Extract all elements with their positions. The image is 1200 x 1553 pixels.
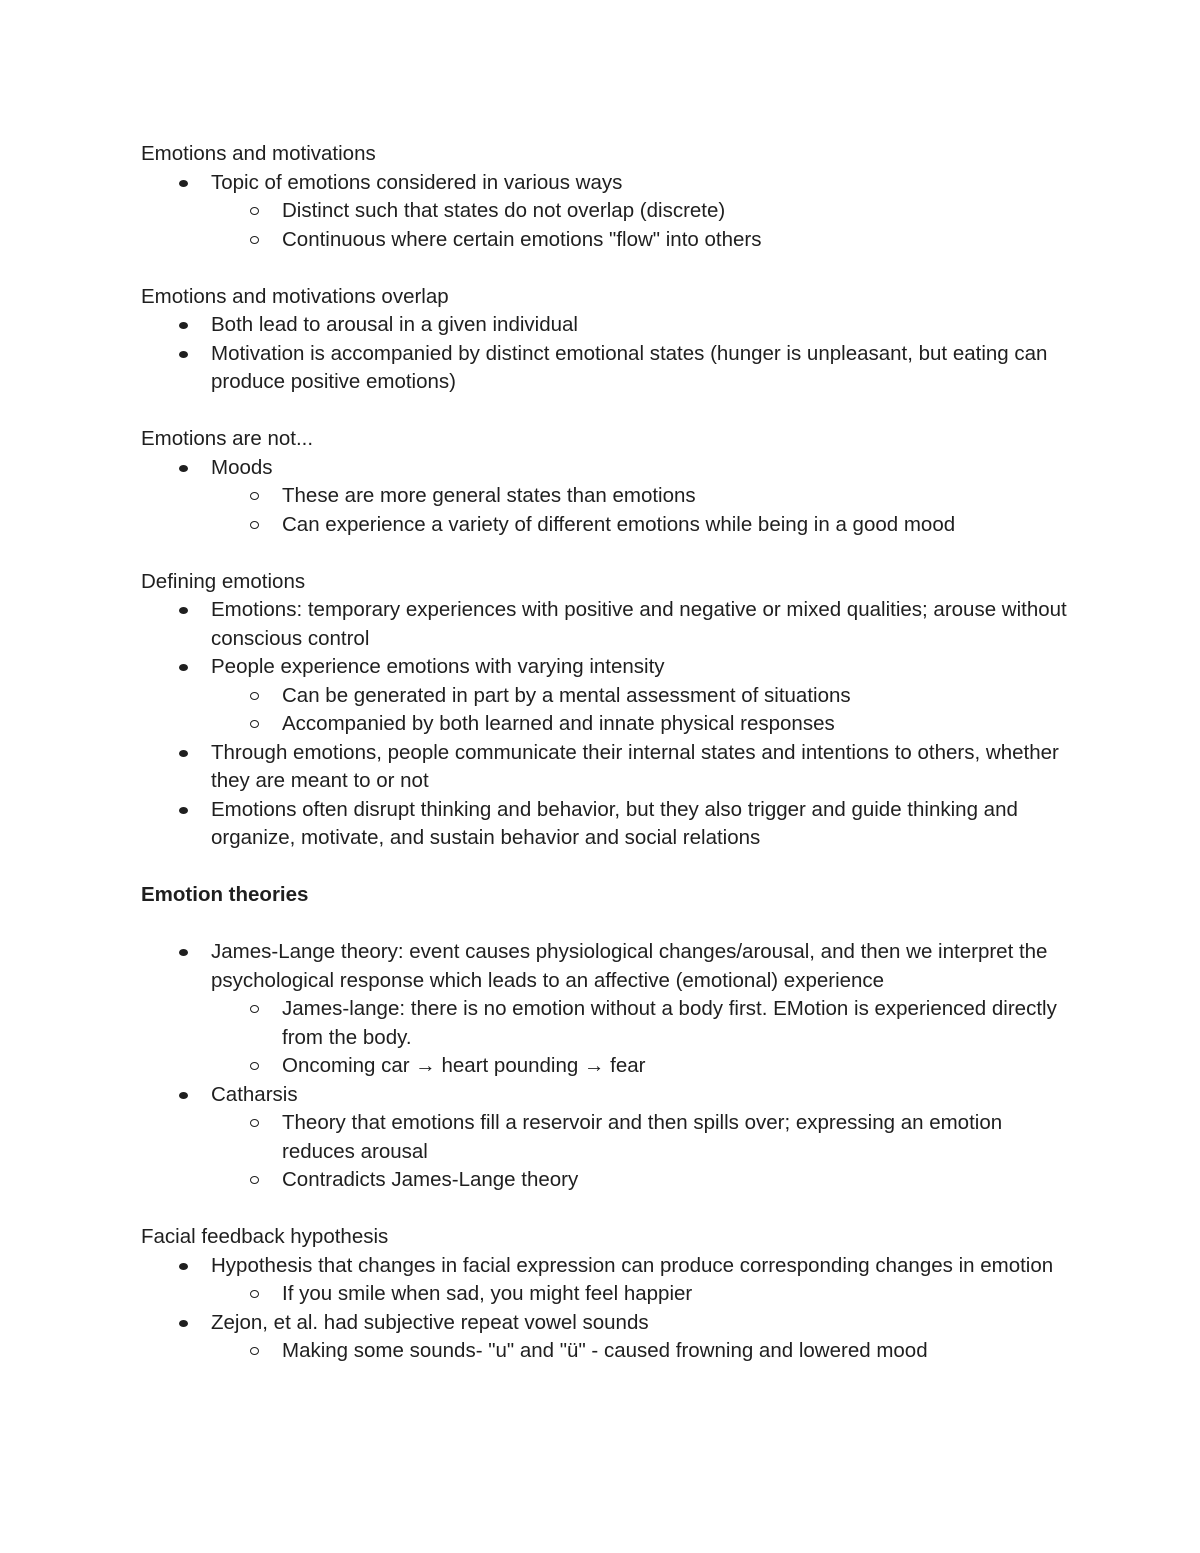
list-item xyxy=(141,710,1071,739)
list-item xyxy=(141,1252,1071,1281)
list-item-text: Contradicts James-Lange theory xyxy=(282,1168,579,1191)
section-heading: Facial feedback hypothesis xyxy=(141,1225,389,1248)
bullet-list xyxy=(141,596,1071,853)
filled-bullet-icon xyxy=(179,949,188,956)
list-item-text: Catharsis xyxy=(211,1082,298,1106)
list-item-text: Topic of emotions considered in various ways xyxy=(211,170,623,194)
list-item-text: Accompanied by both learned and innate physical responses xyxy=(282,712,835,735)
list-item xyxy=(141,796,1071,853)
section-heading: Emotion theories xyxy=(141,883,309,906)
list-item-text: Can be generated in part by a mental assessment of situations xyxy=(282,683,851,707)
list-item xyxy=(141,938,1071,995)
list-item xyxy=(141,1309,1071,1338)
filled-bullet-icon xyxy=(179,180,188,187)
hollow-bullet-icon xyxy=(250,720,259,728)
hollow-bullet-icon xyxy=(250,692,259,700)
filled-bullet-icon xyxy=(179,1320,188,1327)
list-item-text: Hypothesis that changes in facial expression can produce corresponding changes in emotion xyxy=(211,1253,1054,1277)
hollow-bullet-icon xyxy=(250,1005,259,1013)
section-facial-feedback-hypothesis xyxy=(141,1223,1071,1366)
filled-bullet-icon xyxy=(179,1263,188,1270)
hollow-bullet-icon xyxy=(250,521,259,529)
bullet-list xyxy=(141,938,1071,1195)
hollow-bullet-icon xyxy=(250,1347,259,1355)
list-item xyxy=(141,454,1071,483)
section-heading: Emotions and motivations xyxy=(141,142,376,165)
list-item xyxy=(141,340,1071,397)
list-item xyxy=(141,169,1071,198)
list-item-text: Through emotions, people communicate their internal states and intentions to others, whether they are meant to or not xyxy=(211,740,1059,792)
list-item xyxy=(141,739,1071,796)
hollow-bullet-icon xyxy=(250,492,259,500)
list-item xyxy=(141,1280,1071,1309)
list-item xyxy=(141,311,1071,340)
section-heading: Emotions are not... xyxy=(141,427,314,450)
filled-bullet-icon xyxy=(179,465,188,472)
hollow-bullet-icon xyxy=(250,236,259,244)
bullet-list xyxy=(141,311,1071,397)
list-item-text: Making some sounds- "u" and "ü" - caused frowning and lowered mood xyxy=(282,1339,928,1362)
list-item-text: Continuous where certain emotions "flow" into others xyxy=(282,227,762,251)
section-defining-emotions xyxy=(141,568,1071,853)
list-item xyxy=(141,1109,1071,1166)
list-item xyxy=(141,1337,1071,1366)
list-item-text: Distinct such that states do not overlap (discrete) xyxy=(282,199,726,222)
list-item-text: Emotions: temporary experiences with positive and negative or mixed qualities; arouse without conscious control xyxy=(211,598,1067,650)
list-item xyxy=(141,596,1071,653)
filled-bullet-icon xyxy=(179,1092,188,1099)
section-emotion-theories xyxy=(141,881,1071,1195)
bullet-list xyxy=(141,169,1071,255)
filled-bullet-icon xyxy=(179,607,188,614)
list-item xyxy=(141,1081,1071,1110)
list-item xyxy=(141,482,1071,511)
bullet-list xyxy=(141,1252,1071,1366)
hollow-bullet-icon xyxy=(250,1176,259,1184)
list-item-text: If you smile when sad, you might feel happier xyxy=(282,1282,693,1305)
bullet-list xyxy=(141,454,1071,540)
list-item xyxy=(141,1052,1071,1081)
list-item-text: James-lange: there is no emotion without a body first. EMotion is experienced directly from the body. xyxy=(282,997,1057,1049)
hollow-bullet-icon xyxy=(250,207,259,215)
list-item-text: These are more general states than emotions xyxy=(282,484,696,507)
list-item-text: Motivation is accompanied by distinct emotional states (hunger is unpleasant, but eating can produce positive emotions) xyxy=(211,341,1048,393)
list-item-text: Emotions often disrupt thinking and behavior, but they also trigger and guide thinking and organize, motivate, and sustain behavior and social relations xyxy=(211,797,1018,849)
section-emotions-are-not xyxy=(141,425,1071,539)
list-item xyxy=(141,995,1071,1052)
section-emotions-and-motivations-overlap xyxy=(141,283,1071,397)
section-heading: Emotions and motivations overlap xyxy=(141,284,449,308)
section-emotions-and-motivations xyxy=(141,140,1071,254)
section-heading: Defining emotions xyxy=(141,569,306,593)
document-page xyxy=(141,140,1071,1394)
filled-bullet-icon xyxy=(179,351,188,358)
filled-bullet-icon xyxy=(179,750,188,757)
list-item-text: People experience emotions with varying intensity xyxy=(211,655,665,678)
list-item xyxy=(141,226,1071,255)
list-item xyxy=(141,511,1071,540)
list-item xyxy=(141,197,1071,226)
list-item-text: Zejon, et al. had subjective repeat vowel sounds xyxy=(211,1310,649,1334)
list-item-text: Theory that emotions fill a reservoir and then spills over; expressing an emotion reduces arousal xyxy=(282,1111,1003,1163)
list-item-text: Moods xyxy=(211,455,273,479)
hollow-bullet-icon xyxy=(250,1119,259,1127)
list-item xyxy=(141,1166,1071,1195)
list-item xyxy=(141,653,1071,682)
list-item-text: Can experience a variety of different emotions while being in a good mood xyxy=(282,512,956,536)
list-item-text: Oncoming car → heart pounding → fear xyxy=(282,1054,646,1077)
hollow-bullet-icon xyxy=(250,1062,259,1070)
filled-bullet-icon xyxy=(179,322,188,329)
hollow-bullet-icon xyxy=(250,1290,259,1298)
filled-bullet-icon xyxy=(179,664,188,671)
list-item-text: James-Lange theory: event causes physiological changes/arousal, and then we interpret the psychological response which leads to an affective (emotional) experience xyxy=(211,940,1048,992)
filled-bullet-icon xyxy=(179,807,188,814)
list-item-text: Both lead to arousal in a given individual xyxy=(211,313,578,336)
list-item xyxy=(141,682,1071,711)
